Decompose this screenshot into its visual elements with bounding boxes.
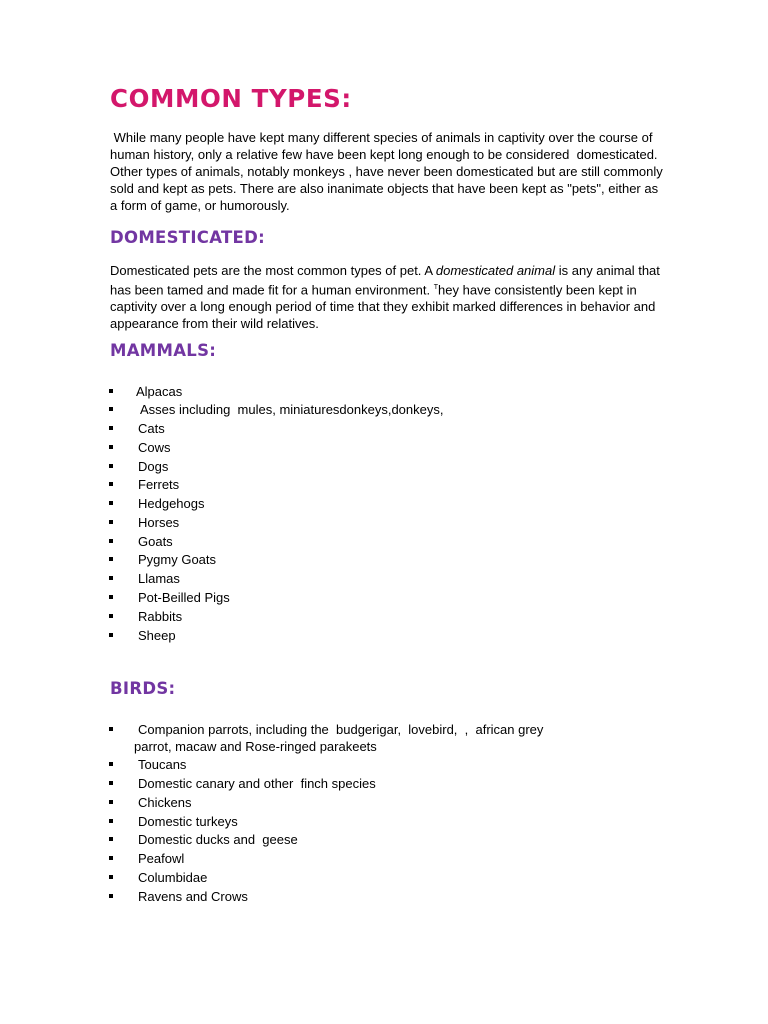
domesticated-line xyxy=(110,279,670,298)
emphasis-term: domesticated animal xyxy=(435,263,556,278)
bullet-icon xyxy=(109,407,113,411)
list-item-text: Columbidae xyxy=(138,870,208,885)
list-item-text: Rabbits xyxy=(138,609,183,624)
list-item-text: Domestic canary and other finch species xyxy=(138,776,376,791)
list-item-text: Domestic ducks and geese xyxy=(138,832,298,847)
bullet-icon xyxy=(109,894,113,898)
page-title: COMMON TYPES: xyxy=(110,84,352,113)
bullet-icon xyxy=(109,426,113,430)
text-run: hey have consistently been kept in xyxy=(438,282,637,298)
list-item-text: Ferrets xyxy=(138,477,180,492)
bullet-icon xyxy=(109,539,113,543)
bullet-icon xyxy=(109,520,113,524)
list-item-text: Hedgehogs xyxy=(138,496,205,511)
list-item-text: Asses including mules, miniaturesdonkeys,donkeys, xyxy=(140,402,444,417)
intro-paragraph xyxy=(110,129,670,214)
domesticated-heading: DOMESTICATED: xyxy=(110,228,266,247)
bullet-icon xyxy=(109,633,113,637)
mammals-heading: MAMMALS: xyxy=(110,341,217,360)
bullet-icon xyxy=(109,781,113,785)
bullet-icon xyxy=(109,614,113,618)
intro-line: While many people have kept many different species of animals in captivity over the course of xyxy=(110,130,653,145)
list-item-text: Toucans xyxy=(138,757,187,772)
list-item-text: Cats xyxy=(138,421,165,436)
list-item-text: Alpacas xyxy=(136,384,183,399)
domesticated-line: captivity over a long enough period of time that they exhibit marked differences in behavior and xyxy=(110,299,656,315)
domesticated-line: appearance from their wild relatives. xyxy=(110,316,319,332)
list-item-text: Ravens and Crows xyxy=(138,889,248,904)
bullet-icon xyxy=(109,837,113,841)
bullet-icon xyxy=(109,595,113,599)
list-item-text: Peafowl xyxy=(138,851,185,866)
list-item-text: Domestic turkeys xyxy=(138,814,238,829)
intro-line: Other types of animals, notably monkeys , have never been domesticated but are still commonly xyxy=(110,164,663,179)
list-item-text: Horses xyxy=(138,515,180,530)
bullet-icon xyxy=(109,819,113,823)
list-item-text: Companion parrots, including the budgerigar, lovebird, , african grey xyxy=(138,722,544,737)
list-item-continuation: parrot, macaw and Rose-ringed parakeets xyxy=(134,739,377,754)
birds-heading: BIRDS: xyxy=(110,679,176,698)
bullet-icon xyxy=(109,576,113,580)
list-item-text: Goats xyxy=(138,534,173,549)
bullet-icon xyxy=(109,727,113,731)
intro-line: a form of game, or humorously. xyxy=(110,198,290,213)
text-run: is any animal that xyxy=(555,263,660,278)
bullet-icon xyxy=(109,800,113,804)
bullet-icon xyxy=(109,762,113,766)
intro-line: sold and kept as pets. There are also inanimate objects that have been kept as "pets", either as xyxy=(110,181,659,196)
bullet-icon xyxy=(109,501,113,505)
list-item-text: Chickens xyxy=(138,795,192,810)
bullet-icon xyxy=(109,445,113,449)
intro-line: human history, only a relative few have been kept long enough to be considered domesticated. xyxy=(110,147,658,162)
list-item-text: Llamas xyxy=(138,571,180,586)
domesticated-paragraph xyxy=(110,262,670,332)
list-item-text: Pygmy Goats xyxy=(138,552,217,567)
list-item-text: Pot-Beilled Pigs xyxy=(138,590,230,605)
bullet-icon xyxy=(109,389,113,393)
text-run: Domesticated pets are the most common types of pet. A xyxy=(110,263,436,278)
bullet-icon xyxy=(109,464,113,468)
list-item-text: Dogs xyxy=(138,459,169,474)
domesticated-line xyxy=(110,262,670,279)
text-run: has been tamed and made fit for a human environment. xyxy=(110,282,434,298)
bullet-icon xyxy=(109,875,113,879)
bullet-icon xyxy=(109,482,113,486)
list-item-text: Cows xyxy=(138,440,171,455)
bullet-icon xyxy=(109,557,113,561)
superscript: T xyxy=(433,284,439,291)
list-item-text: Sheep xyxy=(138,628,176,643)
bullet-icon xyxy=(109,856,113,860)
